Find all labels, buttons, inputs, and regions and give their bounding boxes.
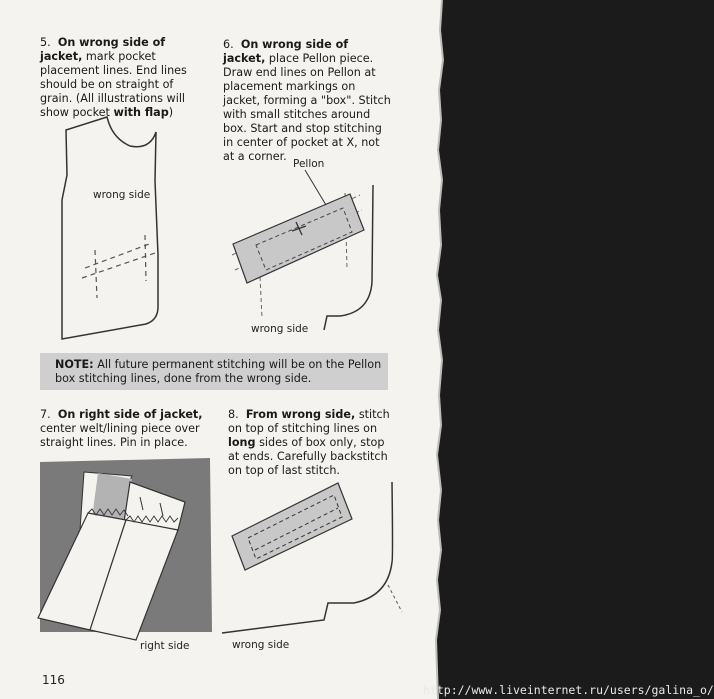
step-7-text: 7. On right side of jacket, center welt/lining piece over straight lines. Pin in place. (40, 408, 203, 449)
step-6-text: 6. On wrong side of jacket, place Pellon piece. Draw end lines on Pellon at placement markings on jacket, forming a "box". Stitch with small stitches around box. Start and stop stitching in center of pocket at X, not at a corner. (223, 38, 391, 163)
step-5-text: 5. On wrong side of jacket, mark pocket placement lines. End lines should be on straight of grain. (All illustrations will show pocket with flap) (40, 36, 187, 119)
figure-8-label: wrong side (232, 639, 290, 651)
figure-6-label: wrong side (251, 323, 309, 335)
pellon-label: Pellon (293, 158, 325, 170)
page-number: 116 (42, 673, 65, 687)
figure-5-label: wrong side (93, 189, 151, 201)
note-text: NOTE: All future permanent stitching will be on the Pellon box stitching lines, done from the wrong side. (55, 358, 382, 385)
figure-7-label: right side (140, 640, 190, 652)
step-8-text: 8. From wrong side, stitch on top of stitching lines on long sides of box only, stop at ends. Carefully backstitch on top of last stitch. (228, 408, 390, 477)
watermark-url: http://www.liveinternet.ru/users/galina_o/ (423, 683, 714, 697)
